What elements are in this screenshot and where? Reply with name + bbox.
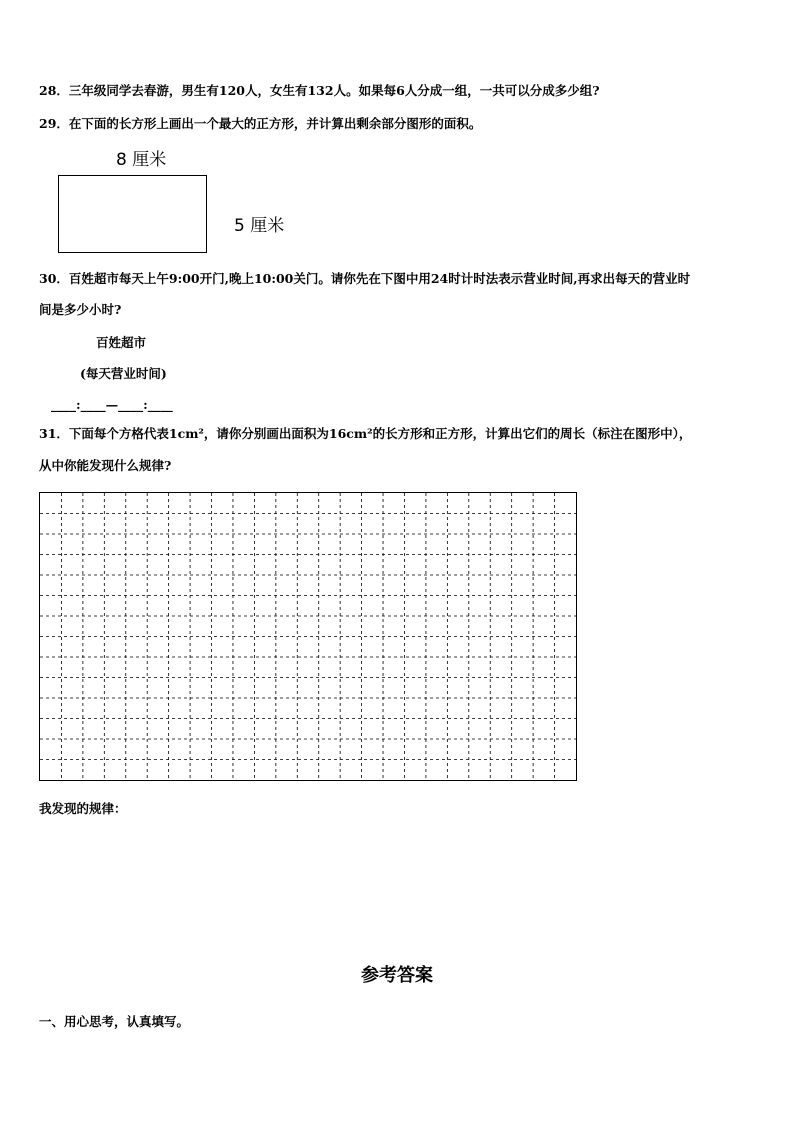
question-29: 29．在下面的长方形上画出一个最大的正方形，并计算出剩余部分图形的面积。 bbox=[39, 116, 482, 131]
question-30-line2: 间是多少小时? bbox=[39, 302, 122, 317]
question-30-line1: 30．百姓超市每天上午9:00开门,晚上10:00关门。请你先在下图中用24时计时法表示营业时间,再求出每天的营业时 bbox=[39, 271, 691, 286]
question-31-line1: 31．下面每个方格代表1cm²，请你分别画出面积为16cm²的长方形和正方形，计算出它们的周长（标注在图形中）， bbox=[39, 426, 692, 441]
grid-lines bbox=[40, 493, 578, 782]
section-1-heading: 一、用心思考，认真填写。 bbox=[39, 1014, 190, 1029]
square-grid[interactable] bbox=[39, 492, 577, 781]
finding-label: 我发现的规律： bbox=[39, 801, 127, 816]
store-name: 百姓超市 bbox=[96, 335, 147, 350]
rect-height-label: 5 厘米 bbox=[234, 216, 285, 236]
question-28: 28．三年级同学去春游，男生有120人，女生有132人。如果每6人分成一组，一共可以分成多少组? bbox=[39, 83, 600, 98]
answer-title: 参考答案 bbox=[361, 965, 433, 986]
hours-blank: ____:____—____:____ bbox=[51, 397, 173, 412]
question-31-line2: 从中你能发现什么规律? bbox=[39, 458, 172, 473]
rectangle-figure bbox=[58, 175, 207, 253]
hours-caption: (每天营业时间) bbox=[80, 366, 167, 381]
rect-width-label: 8 厘米 bbox=[116, 150, 167, 170]
